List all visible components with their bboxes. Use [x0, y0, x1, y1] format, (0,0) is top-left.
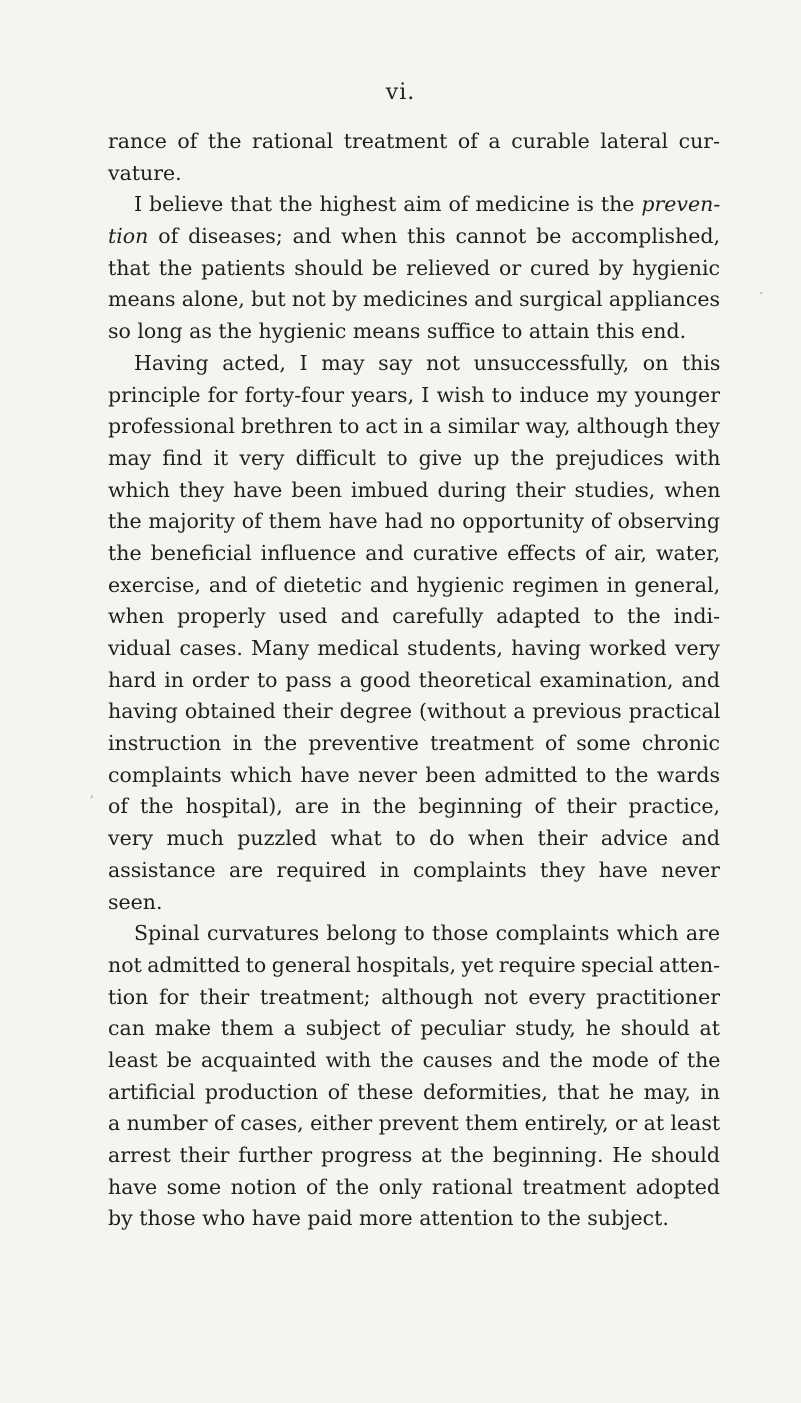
text-line-25: seen.	[108, 889, 163, 914]
text-line-10: professional brethren to act in a similar way, although they	[108, 414, 720, 439]
page-number: vi.	[385, 80, 416, 105]
text-line-24: assistance are required in complaints they have never	[108, 857, 720, 882]
text-line-27: not admitted to general hospitals, yet require special atten-	[108, 952, 720, 977]
text-line-1: rance of the rational treatment of a curable lateral cur-	[108, 129, 720, 153]
text-line-21: complaints which have never been admitted to the wards	[108, 762, 720, 787]
text-line-2: vature.	[108, 160, 182, 185]
text-line-17: vidual cases. Many medical students, having worked very	[108, 636, 720, 660]
text-line-20: instruction in the preventive treatment of some chronic	[108, 731, 720, 756]
text-line-29: can make them a subject of peculiar study, he should at	[108, 1016, 720, 1041]
text-line-8: Having acted, I may say not unsuccessfully, on this	[134, 350, 720, 375]
text-line-4: tion of diseases; and when this cannot be accomplished,	[108, 224, 720, 249]
text-line-31: artificial production of these deformities, that he may, in	[108, 1079, 720, 1104]
italic-word: preven-	[641, 192, 720, 217]
text-line-18: hard in order to pass a good theoretical examination, and	[108, 667, 720, 692]
margin-tick-mark: ′	[760, 290, 763, 304]
text-line-5: that the patients should be relieved or cured by hygienic	[108, 255, 720, 280]
text-line-3: I believe that the highest aim of medicine is the preven-	[134, 192, 720, 217]
text-line-34: have some notion of the only rational treatment adopted	[108, 1174, 720, 1199]
text-line-13: the majority of them have had no opportunity of observing	[108, 509, 720, 534]
text-line-23: very much puzzled what to do when their advice and	[108, 826, 720, 851]
text-line-11: may find it very difficult to give up the prejudices with	[108, 445, 720, 470]
text-line-19: having obtained their degree (without a previous practical	[108, 699, 720, 724]
text-line-22: of the hospital), are in the beginning of their practice,	[108, 794, 720, 819]
text-line-33: arrest their further progress at the beginning. He should	[108, 1143, 720, 1167]
text-line-26: Spinal curvatures belong to those complaints which are	[134, 921, 720, 946]
text-line-14: the beneficial influence and curative effects of air, water,	[108, 540, 720, 565]
text-line-32: a number of cases, either prevent them entirely, or at least	[108, 1111, 720, 1136]
text-line-12: which they have been imbued during their studies, when	[108, 477, 720, 502]
text-line-30: least be acquainted with the causes and the mode of the	[108, 1047, 720, 1072]
text-line-28: tion for their treatment; although not every practitioner	[108, 984, 720, 1009]
text-line-9: principle for forty-four years, I wish to induce my younger	[108, 382, 720, 407]
margin-tick-mark: ‚	[90, 786, 94, 800]
body-text	[108, 126, 720, 1235]
text-line-6: means alone, but not by medicines and surgical appliances	[108, 287, 720, 312]
text-line-7: so long as the hygienic means suffice to attain this end.	[108, 319, 687, 344]
text-line-16: when properly used and carefully adapted to the indi-	[108, 604, 720, 629]
italic-word: tion	[108, 224, 149, 249]
text-line-35: by those who have paid more attention to the subject.	[108, 1206, 669, 1231]
text-line-15: exercise, and of dietetic and hygienic regimen in general,	[108, 572, 720, 597]
